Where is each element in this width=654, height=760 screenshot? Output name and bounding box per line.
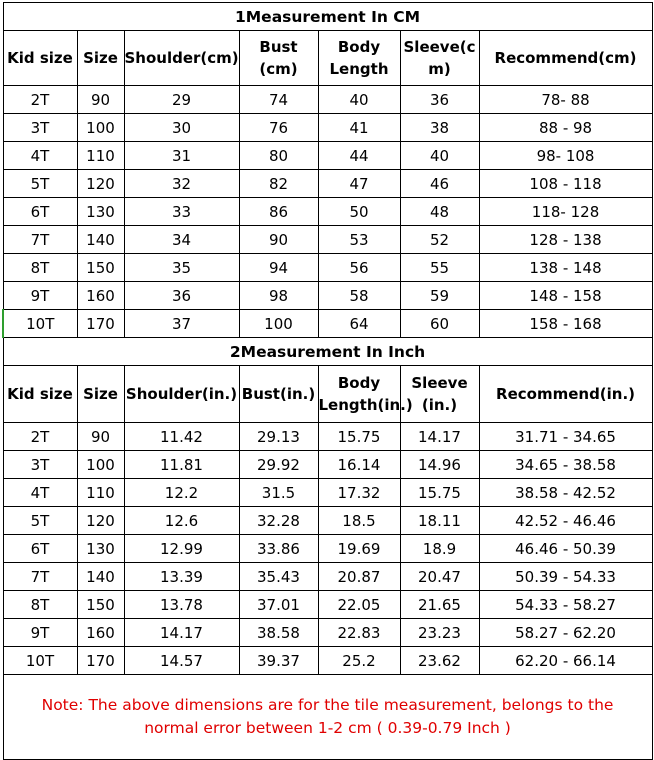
inch-table-cell: 2T	[3, 423, 77, 451]
cm-table-cell: 35	[124, 254, 239, 282]
size-chart	[2, 2, 651, 760]
cm-table-cell: 130	[77, 198, 124, 226]
inch-table-cell: 38.58 - 42.52	[479, 479, 652, 507]
inch-table-cell: 16.14	[318, 451, 400, 479]
inch-header-body-length: Body Length(in.)	[318, 366, 400, 423]
cm-table-cell: 76	[239, 114, 318, 142]
cm-table-cell: 94	[239, 254, 318, 282]
inch-table-cell: 14.57	[124, 647, 239, 675]
cm-table-cell: 36	[124, 282, 239, 310]
cm-table-cell: 118- 128	[479, 198, 652, 226]
cm-table-cell: 8T	[3, 254, 77, 282]
inch-table-cell: 160	[77, 619, 124, 647]
inch-table-cell: 170	[77, 647, 124, 675]
cm-table-cell: 30	[124, 114, 239, 142]
inch-table-cell: 32.28	[239, 507, 318, 535]
cm-table-cell: 64	[318, 310, 400, 338]
inch-table-cell: 13.39	[124, 563, 239, 591]
inch-header-bust: Bust(in.)	[239, 366, 318, 423]
cm-table-cell: 6T	[3, 198, 77, 226]
inch-table-cell: 38.58	[239, 619, 318, 647]
cm-table-cell: 128 - 138	[479, 226, 652, 254]
cm-table-cell: 55	[400, 254, 479, 282]
inch-header-sleeve: Sleeve (in.)	[400, 366, 479, 423]
cm-table-cell: 40	[400, 142, 479, 170]
cm-table-cell: 86	[239, 198, 318, 226]
inch-table-cell: 31.71 - 34.65	[479, 423, 652, 451]
inch-table-row	[3, 647, 652, 675]
inch-table-cell: 5T	[3, 507, 77, 535]
inch-table-cell: 8T	[3, 591, 77, 619]
inch-table-cell: 17.32	[318, 479, 400, 507]
inch-table-cell: 14.96	[400, 451, 479, 479]
inch-table-cell: 4T	[3, 479, 77, 507]
cm-table-cell: 160	[77, 282, 124, 310]
cm-table-cell: 108 - 118	[479, 170, 652, 198]
inch-table-row	[3, 451, 652, 479]
cm-table-title: 1Measurement In CM	[3, 3, 652, 31]
cm-table-cell: 82	[239, 170, 318, 198]
cm-table-cell: 60	[400, 310, 479, 338]
inch-table-cell: 14.17	[400, 423, 479, 451]
cm-header-size: Size	[77, 31, 124, 86]
cm-table-cell: 59	[400, 282, 479, 310]
cm-table-cell: 98- 108	[479, 142, 652, 170]
inch-table-cell: 42.52 - 46.46	[479, 507, 652, 535]
inch-table-cell: 15.75	[318, 423, 400, 451]
inch-table-cell: 9T	[3, 619, 77, 647]
cm-table-cell: 33	[124, 198, 239, 226]
cm-table-cell: 110	[77, 142, 124, 170]
inch-table-cell: 33.86	[239, 535, 318, 563]
inch-table-cell: 22.05	[318, 591, 400, 619]
size-chart-table	[2, 2, 653, 760]
cm-table-cell: 148 - 158	[479, 282, 652, 310]
cm-table-cell: 34	[124, 226, 239, 254]
inch-header-shoulder: Shoulder(in.)	[124, 366, 239, 423]
cm-table-cell: 100	[77, 114, 124, 142]
inch-table-cell: 6T	[3, 535, 77, 563]
inch-table-cell: 23.62	[400, 647, 479, 675]
cm-header-bust: Bust (cm)	[239, 31, 318, 86]
cm-table-cell: 5T	[3, 170, 77, 198]
cm-table-cell: 138 - 148	[479, 254, 652, 282]
inch-table-cell: 100	[77, 451, 124, 479]
inch-table-cell: 120	[77, 507, 124, 535]
inch-header-recommend: Recommend(in.)	[479, 366, 652, 423]
inch-table-cell: 62.20 - 66.14	[479, 647, 652, 675]
inch-table-cell: 21.65	[400, 591, 479, 619]
cm-table-cell: 90	[239, 226, 318, 254]
inch-table-cell: 50.39 - 54.33	[479, 563, 652, 591]
inch-table-cell: 11.42	[124, 423, 239, 451]
cm-table-cell: 37	[124, 310, 239, 338]
inch-table-cell: 29.92	[239, 451, 318, 479]
cm-table-row	[3, 142, 652, 170]
cm-table-cell: 2T	[3, 86, 77, 114]
measurement-note: Note: The above dimensions are for the tile measurement, belongs to the normal error between 1-2 cm ( 0.39-0.79 Inch )	[3, 675, 652, 760]
cm-table-row	[3, 282, 652, 310]
inch-table-row	[3, 479, 652, 507]
cm-table-row	[3, 170, 652, 198]
inch-table-cell: 25.2	[318, 647, 400, 675]
cm-table-cell: 9T	[3, 282, 77, 310]
cm-header-body-length: Body Length	[318, 31, 400, 86]
cm-table-cell: 78- 88	[479, 86, 652, 114]
inch-header-size: Size	[77, 366, 124, 423]
cm-table-cell: 120	[77, 170, 124, 198]
inch-table-cell: 140	[77, 563, 124, 591]
cm-table-cell: 58	[318, 282, 400, 310]
inch-table-cell: 19.69	[318, 535, 400, 563]
inch-table-cell: 12.99	[124, 535, 239, 563]
inch-table-cell: 58.27 - 62.20	[479, 619, 652, 647]
cm-table-cell: 53	[318, 226, 400, 254]
cm-table-cell: 36	[400, 86, 479, 114]
cm-table-cell: 3T	[3, 114, 77, 142]
cm-table-cell: 41	[318, 114, 400, 142]
inch-table-cell: 39.37	[239, 647, 318, 675]
inch-header-row	[3, 366, 652, 423]
cm-header-kid-size: Kid size	[3, 31, 77, 86]
cm-header-sleeve: Sleeve(c m)	[400, 31, 479, 86]
cm-table-cell: 100	[239, 310, 318, 338]
cm-header-recommend: Recommend(cm)	[479, 31, 652, 86]
inch-table-title: 2Measurement In Inch	[3, 338, 652, 366]
cm-table-row	[3, 254, 652, 282]
inch-table-cell: 22.83	[318, 619, 400, 647]
cm-table-cell: 158 - 168	[479, 310, 652, 338]
cm-table-cell: 10T	[3, 310, 77, 338]
inch-table-cell: 110	[77, 479, 124, 507]
cm-table-cell: 170	[77, 310, 124, 338]
inch-table-row	[3, 535, 652, 563]
cm-table-cell: 150	[77, 254, 124, 282]
cm-table-cell: 98	[239, 282, 318, 310]
cm-table-row	[3, 310, 652, 338]
inch-table-cell: 15.75	[400, 479, 479, 507]
cm-table-cell: 47	[318, 170, 400, 198]
inch-table-cell: 12.2	[124, 479, 239, 507]
inch-table-row	[3, 563, 652, 591]
inch-table-cell: 29.13	[239, 423, 318, 451]
cm-table-row	[3, 198, 652, 226]
cm-table-cell: 46	[400, 170, 479, 198]
cm-table-row	[3, 226, 652, 254]
cm-table-cell: 88 - 98	[479, 114, 652, 142]
cm-table-cell: 56	[318, 254, 400, 282]
cm-table-cell: 74	[239, 86, 318, 114]
inch-table-cell: 90	[77, 423, 124, 451]
cm-table-cell: 38	[400, 114, 479, 142]
cm-table-row	[3, 86, 652, 114]
inch-table-cell: 35.43	[239, 563, 318, 591]
cm-table-cell: 44	[318, 142, 400, 170]
inch-table-cell: 3T	[3, 451, 77, 479]
inch-table-cell: 10T	[3, 647, 77, 675]
inch-table-cell: 23.23	[400, 619, 479, 647]
cm-table-cell: 50	[318, 198, 400, 226]
inch-table-cell: 11.81	[124, 451, 239, 479]
inch-table-cell: 20.87	[318, 563, 400, 591]
inch-table-row	[3, 507, 652, 535]
inch-table-cell: 54.33 - 58.27	[479, 591, 652, 619]
cm-table-cell: 31	[124, 142, 239, 170]
cm-table-cell: 4T	[3, 142, 77, 170]
inch-table-cell: 46.46 - 50.39	[479, 535, 652, 563]
inch-table-cell: 37.01	[239, 591, 318, 619]
inch-table-cell: 18.5	[318, 507, 400, 535]
cm-table-cell: 40	[318, 86, 400, 114]
inch-table-cell: 34.65 - 38.58	[479, 451, 652, 479]
cm-header-row	[3, 31, 652, 86]
cm-table-cell: 80	[239, 142, 318, 170]
inch-table-cell: 31.5	[239, 479, 318, 507]
cm-table-cell: 7T	[3, 226, 77, 254]
cm-header-shoulder: Shoulder(cm)	[124, 31, 239, 86]
inch-table-row	[3, 591, 652, 619]
inch-table-row	[3, 619, 652, 647]
cm-table-cell: 48	[400, 198, 479, 226]
cm-table-cell: 29	[124, 86, 239, 114]
inch-table-cell: 14.17	[124, 619, 239, 647]
inch-table-cell: 18.9	[400, 535, 479, 563]
inch-table-row	[3, 423, 652, 451]
cm-table-row	[3, 114, 652, 142]
inch-table-cell: 20.47	[400, 563, 479, 591]
inch-table-cell: 12.6	[124, 507, 239, 535]
cm-table-cell: 140	[77, 226, 124, 254]
inch-table-cell: 7T	[3, 563, 77, 591]
inch-table-cell: 13.78	[124, 591, 239, 619]
cm-table-cell: 52	[400, 226, 479, 254]
inch-table-cell: 18.11	[400, 507, 479, 535]
cm-table-cell: 32	[124, 170, 239, 198]
cm-table-cell: 90	[77, 86, 124, 114]
inch-table-cell: 130	[77, 535, 124, 563]
inch-header-kid-size: Kid size	[3, 366, 77, 423]
inch-table-cell: 150	[77, 591, 124, 619]
